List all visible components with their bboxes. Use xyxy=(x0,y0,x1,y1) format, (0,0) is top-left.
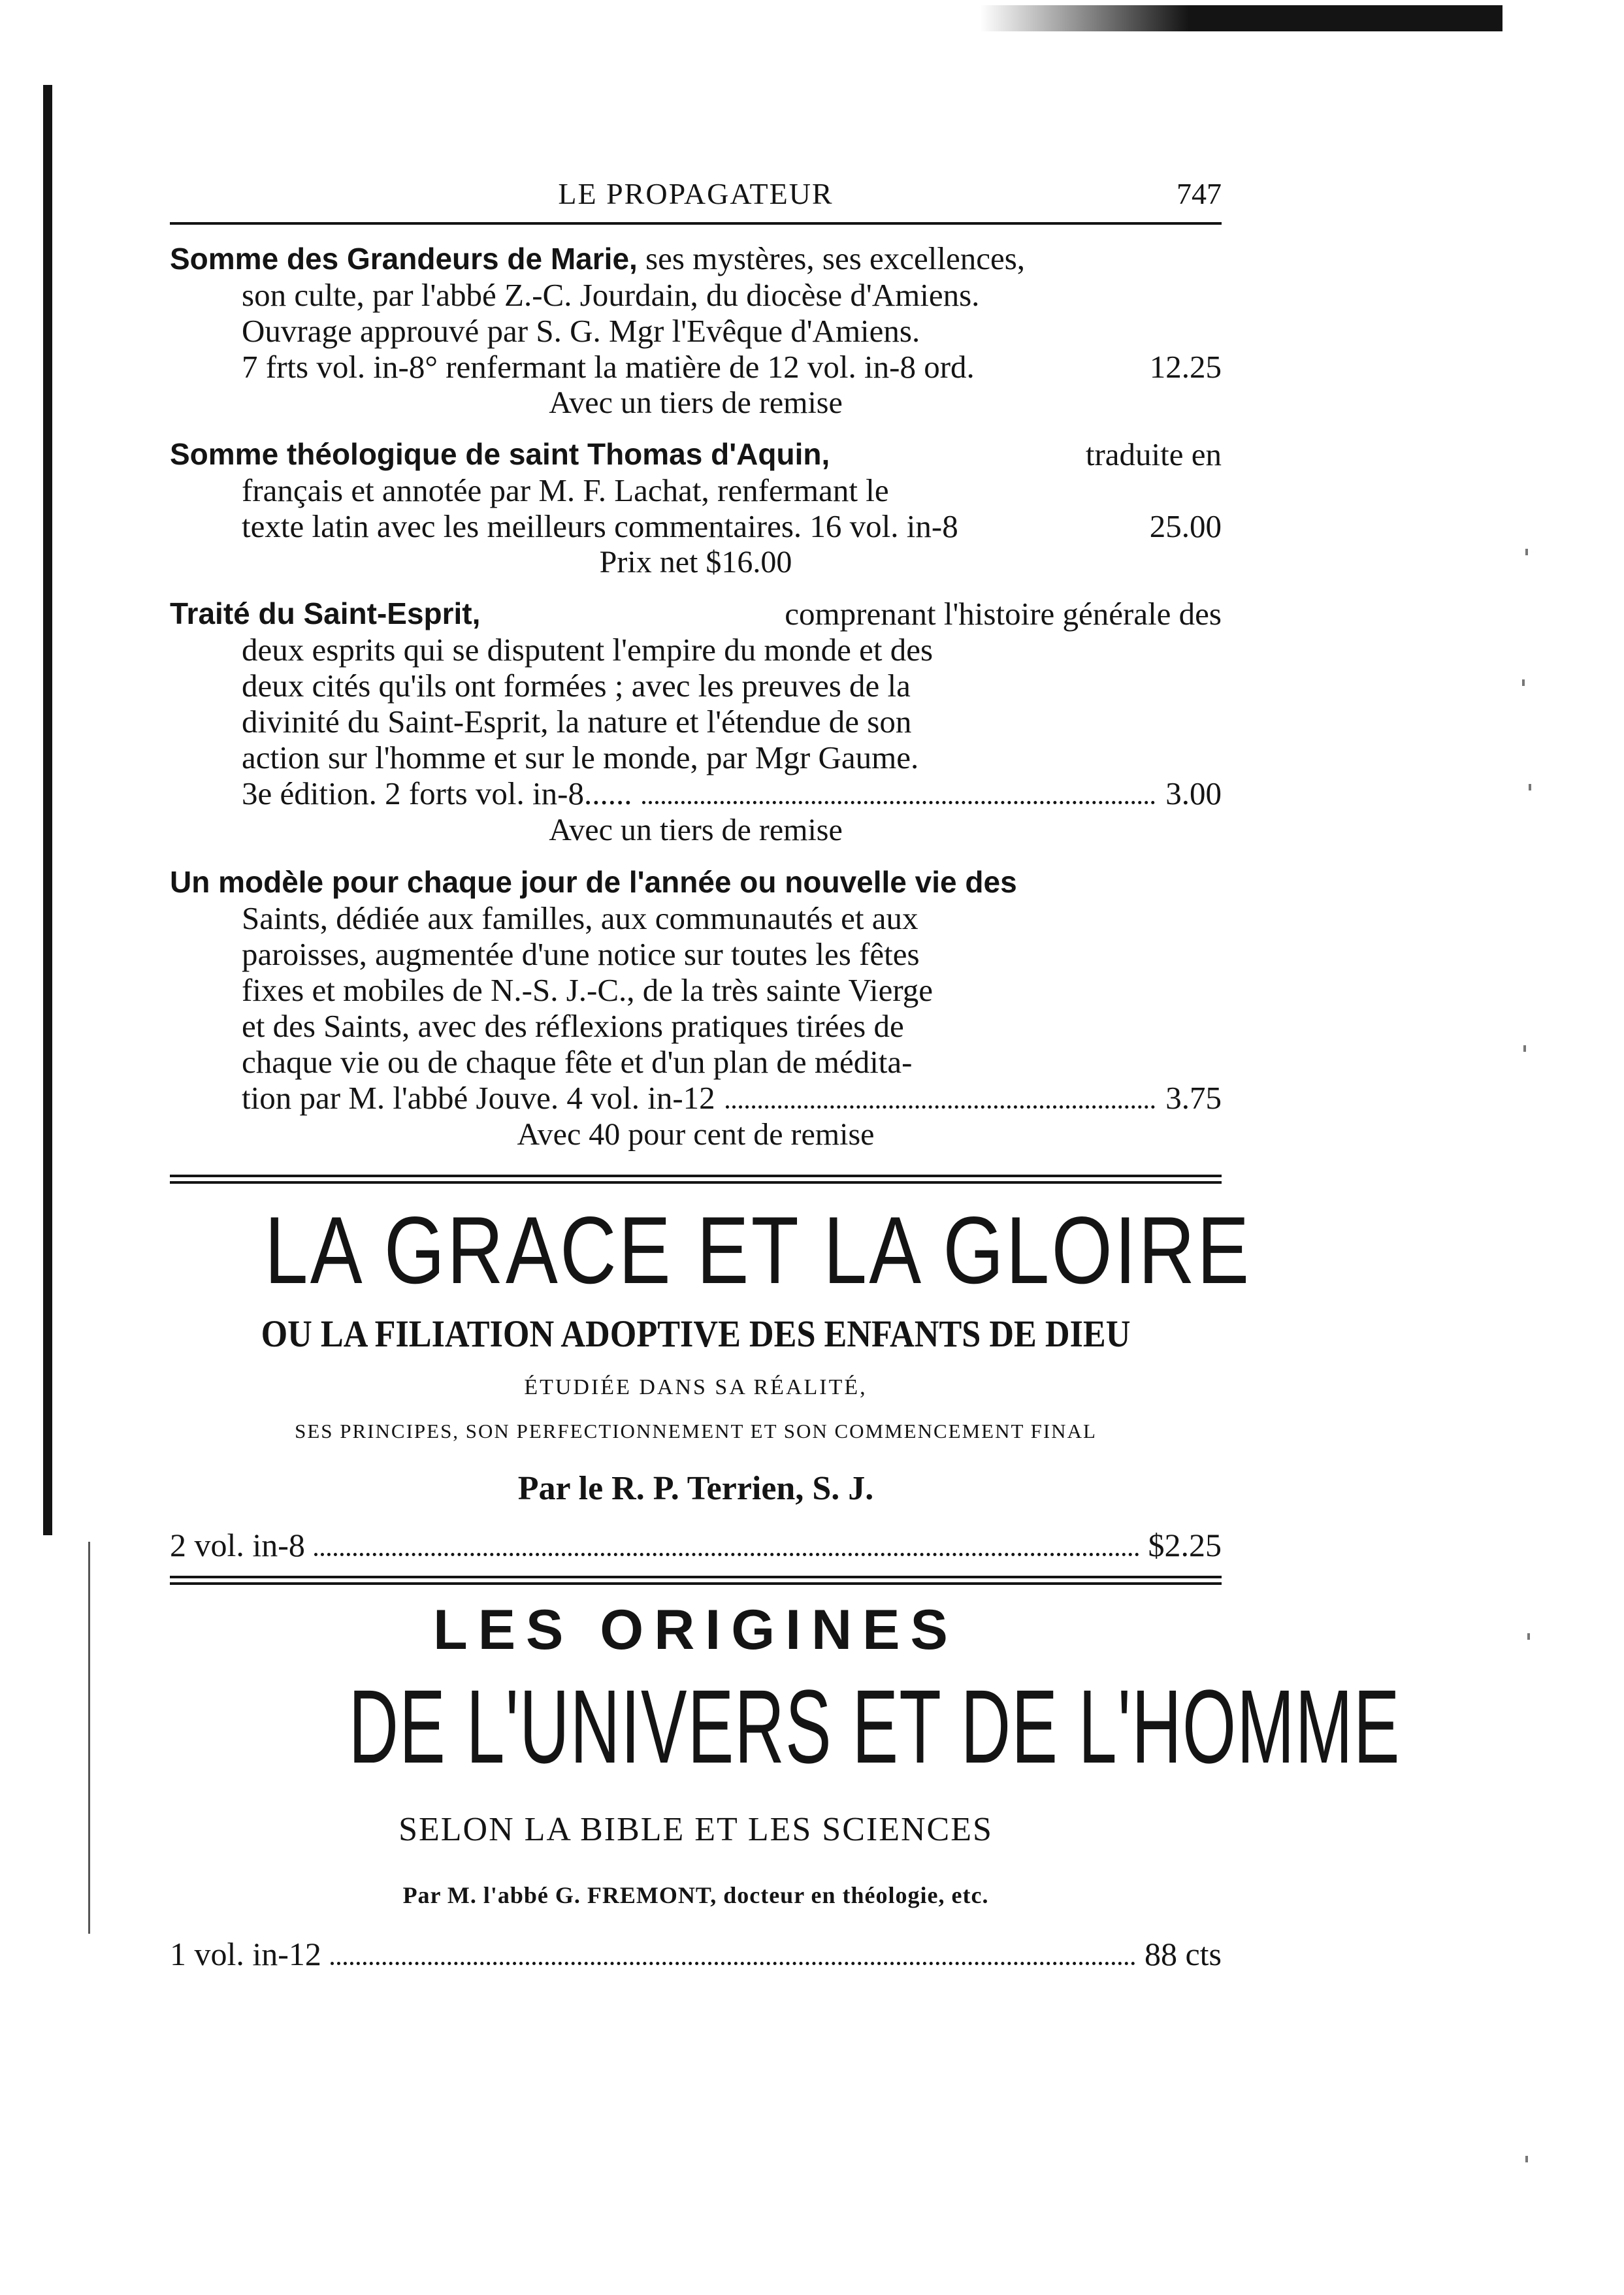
entry-title: Somme des Grandeurs de Marie, xyxy=(170,242,638,276)
entry-discount: Avec 40 pour cent de remise xyxy=(517,1117,875,1152)
header-rule xyxy=(170,222,1222,225)
advertisement-origines xyxy=(170,1598,1401,1973)
scan-border-top xyxy=(980,5,1502,31)
entry-title: Somme théologique de saint Thomas d'Aquin, xyxy=(170,437,830,471)
entry-price-line xyxy=(170,349,1222,385)
entry-first-line xyxy=(170,240,1222,277)
entry-line: action sur l'homme et sur le monde, par Mgr Gaume. xyxy=(242,740,919,775)
entry-price: 3.00 xyxy=(1165,775,1222,811)
ad-title-top: LES ORIGINES xyxy=(433,1599,958,1661)
page-number: 747 xyxy=(1177,177,1222,210)
catalog-entry xyxy=(170,436,1222,580)
ad-line: SES PRINCIPES, SON PERFECTIONNEMENT ET SON COMMENCEMENT FINAL xyxy=(295,1420,1097,1442)
ad-author: Par le R. P. Terrien, S. J. xyxy=(517,1470,874,1507)
entry-line: et des Saints, avec des réflexions pratiques tirées de xyxy=(242,1008,904,1044)
dot-leader xyxy=(642,801,1155,804)
entry-discount: Prix net $16.00 xyxy=(599,545,792,579)
ad-price: 88 cts xyxy=(1144,1936,1222,1972)
ad-volume: 1 vol. in-12 xyxy=(170,1936,321,1972)
entry-line: Saints, dédiée aux familles, aux communautés et aux xyxy=(242,900,918,936)
entry-line: deux esprits qui se disputent l'empire du monde et des xyxy=(242,632,934,668)
scan-speck xyxy=(1525,549,1528,555)
section-double-rule xyxy=(170,1175,1222,1184)
running-title: LE PROPAGATEUR xyxy=(558,177,834,210)
entry-price: 3.75 xyxy=(1165,1080,1222,1116)
entry-price-line xyxy=(170,1080,1222,1116)
entry-line: son culte, par l'abbé Z.-C. Jourdain, du diocèse d'Amiens. xyxy=(242,277,980,313)
entry-line: fixes et mobiles de N.-S. J.-C., de la très sainte Vierge xyxy=(242,972,934,1008)
entry-first-rest: traduite en xyxy=(1085,436,1222,472)
entry-discount: Avec un tiers de remise xyxy=(549,385,843,420)
entry-price-line xyxy=(170,508,1222,544)
ad-title: DE L'UNIVERS ET DE L'HOMME xyxy=(348,1668,1401,1785)
advertisement-grace-gloire xyxy=(170,1197,1252,1564)
running-head xyxy=(170,163,1222,222)
entry-first-line xyxy=(170,596,1222,632)
scan-border-left-thin xyxy=(88,1542,90,1934)
entry-title: Un modèle pour chaque jour de l'année ou nouvelle vie des xyxy=(170,865,1017,899)
entry-first-rest: comprenant l'histoire générale des xyxy=(785,596,1222,632)
entry-price-text: tion par M. l'abbé Jouve. 4 vol. in-12 xyxy=(242,1080,715,1116)
section-double-rule xyxy=(170,1576,1222,1585)
ad-subtitle: SELON LA BIBLE ET LES SCIENCES xyxy=(398,1811,993,1848)
entry-title: Traité du Saint-Esprit, xyxy=(170,596,481,630)
entry-line: français et annotée par M. F. Lachat, renfermant le xyxy=(242,472,889,508)
ad-line: ÉTUDIÉE DANS SA RÉALITÉ, xyxy=(524,1375,868,1399)
scan-border-left xyxy=(43,85,52,1535)
dot-leader xyxy=(726,1105,1156,1109)
entry-line: paroisses, augmentée d'une notice sur toutes les fêtes xyxy=(242,936,920,972)
page xyxy=(170,163,1401,1973)
entry-price: 12.25 xyxy=(1149,349,1222,385)
entry-price-text: 3e édition. 2 forts vol. in-8...... xyxy=(242,775,632,811)
entry-first-rest: ses mystères, ses excellences, xyxy=(645,240,1026,276)
scan-speck xyxy=(1523,1045,1526,1052)
ad-subtitle: OU LA FILIATION ADOPTIVE DES ENFANTS DE DIEU xyxy=(261,1312,1131,1355)
entry-discount: Avec un tiers de remise xyxy=(549,813,843,847)
ad-volume: 2 vol. in-8 xyxy=(170,1527,305,1563)
dot-leader xyxy=(331,1962,1135,1965)
ad-title: LA GRACE ET LA GLOIRE xyxy=(264,1197,1252,1303)
entry-line: chaque vie ou de chaque fête et d'un plan de médita- xyxy=(242,1044,913,1080)
scan-speck xyxy=(1529,784,1531,790)
entry-price-text: texte latin avec les meilleurs commentaires. 16 vol. in-8 xyxy=(242,508,958,544)
entry-line: divinité du Saint-Esprit, la nature et l'étendue de son xyxy=(242,704,912,740)
entry-line: deux cités qu'ils ont formées ; avec les preuves de la xyxy=(242,668,911,704)
entry-first-line xyxy=(170,864,1222,900)
ad-price: $2.25 xyxy=(1148,1527,1222,1563)
catalog-entry xyxy=(170,596,1222,848)
entry-line: Ouvrage approuvé par S. G. Mgr l'Evêque d'Amiens. xyxy=(242,313,920,349)
ad-author: Par M. l'abbé G. FREMONT, docteur en théologie, etc. xyxy=(402,1882,989,1908)
scan-speck xyxy=(1522,679,1525,686)
scan-speck xyxy=(1525,2156,1528,2162)
ad-price-line xyxy=(170,1935,1222,1973)
dot-leader xyxy=(314,1553,1139,1556)
catalog-entry xyxy=(170,864,1222,1152)
entry-price-text: 7 frts vol. in-8° renfermant la matière de 12 vol. in-8 ord. xyxy=(242,349,975,385)
catalog-entry xyxy=(170,240,1222,421)
ad-price-line xyxy=(170,1526,1222,1564)
entry-price-line xyxy=(170,775,1222,812)
entry-price: 25.00 xyxy=(1149,508,1222,544)
scan-speck xyxy=(1527,1633,1530,1640)
entry-first-line xyxy=(170,436,1222,472)
